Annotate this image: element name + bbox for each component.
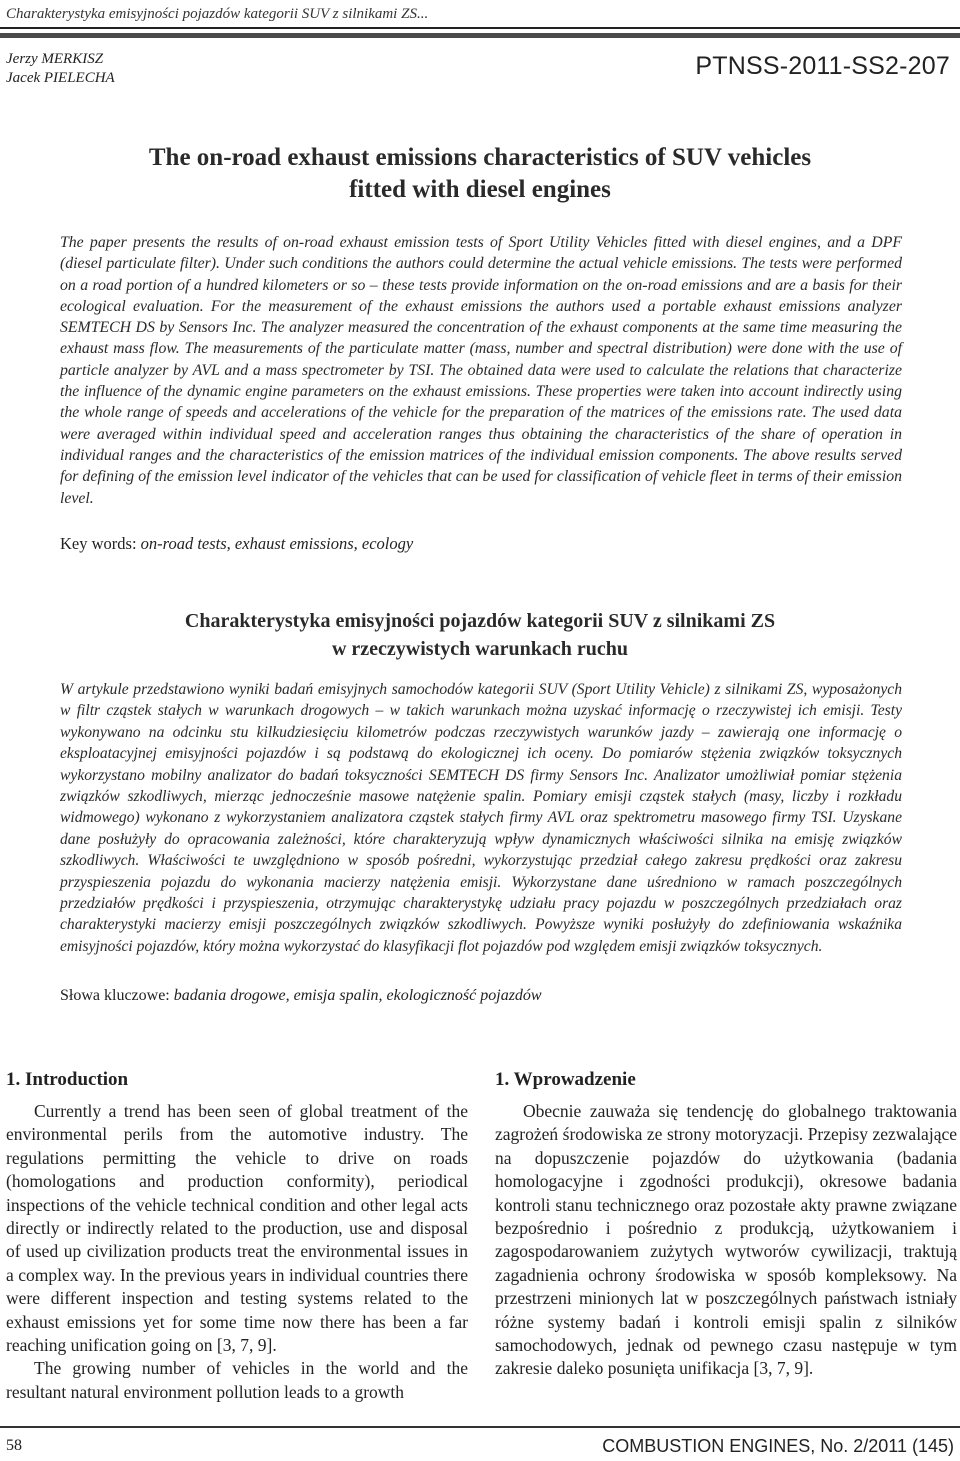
body-paragraph: Currently a trend has been seen of global treatment of the environmental perils from the automotive industry. The regulations permitting the vehicle to drive on roads (homologations and production conformity), periodical inspections of the vehicle technical condition and other legal acts directly or indirectly related to the production, use and disposal of used up civilization products treat the environmental issues in a complex way. In the previous years in individual countries there were different inspection and testing systems related to the exhaust emissions yet for some time now there has been a far reaching unification going on [3, 7, 9].: [6, 1101, 468, 1356]
author-name: Jacek PIELECHA: [6, 70, 115, 86]
keywords-label: Słowa kluczowe:: [60, 987, 170, 1004]
page-number: 58: [6, 1437, 22, 1454]
polish-abstract: W artykule przedstawiono wyniki badań emisyjnych samochodów kategorii SUV (Sport Utility Vehicle) z silnikami ZS, wyposażonych w filtr cząstek stałych w warunkach drogowych – w takich warunkach można uzyskać informację o rzeczywistej ich emisji. Testy wykonywano na odcinku stu kilkudziesięciu kilometrów podczas rzeczywistych warunków jazdy – zawierają one informację o eksploatacyjnej emisyjności pojazdów i są podstawą do ekologicznej ich oceny. Do pomiarów stężenia związków toksycznych wykorzystano mobilny analizator do badań toksyczności SEMTECH DS firmy Sensors Inc. Analizator umożliwiał pomiar stężenia związków szkodliwych, mierząc jednocześnie masowe natężenie spalin. Pomiary emisji cząstek stałych (masy, liczby i rozkładu widmowego) wykonano z wykorzystaniem analizatora cząstek stałych firmy AVL oraz spektrometru masowego firmy TSI. Uzyskane dane posłużyły do opracowania zależności, które charakteryzują wpływ dynamicznych właściwości silnika na emisję związków szkodliwych. Właściwości te uwzględniono w sposób pośredni, wykorzystując przedział całego zakresu prędkości oraz zakresu przyspieszenia pojazdu do wykonania macierzy natężenia emisji. Wykorzystane dane uśredniono w ramach poszczególnych przedziałów prędkości i przyspieszenia, otrzymując charakterystykę udziału pracy pojazdu w poszczególnych przedziałach oraz charakterystyki macierzy emisji poszczególnych związków szkodliwych. Powyższe wyniki posłużyły do zdefiniowania wskaźnika emisyjności pojazdów, który można wykorzystać do klasyfikacji flot pojazdów pod względem emisji związków toksycznych.: [60, 681, 902, 955]
keywords-value: badania drogowe, emisja spalin, ekologiczność pojazdów: [173, 987, 542, 1004]
body-paragraph: Obecnie zauważa się tendencję do globalnego traktowania zagrożeń środowiska ze strony motoryzacji. Przepisy zezwalające na dopuszczenie pojazdów do użytkowania (badania homologacyjne i zgodności produkcji), okresowe badania kontroli stanu technicznego oraz pozostałe akty prawne związane bezpośrednio i pośrednio z produkcją, użytkowaniem i zagospodarowaniem zużytych wytworów cywilizacji, traktują zagadnienia ochrony środowiska w sposób kompleksowy. Na przestrzeni minionych lat w poszczególnych państwach istniały różne systemy badań i kontroli emisji spalin z silników samochodowych, jednak od pewnego czasu następuje w tym zakresie daleko posunięta unifikacja [3, 7, 9].: [495, 1101, 957, 1379]
polish-column: [495, 1068, 957, 1381]
english-title-line: fitted with diesel engines: [349, 176, 611, 203]
running-head: Charakterystyka emisyjności pojazdów kategorii SUV z silnikami ZS...: [6, 6, 429, 22]
journal-reference: COMBUSTION ENGINES, No. 2/2011 (145): [602, 1436, 954, 1456]
footer-rule: [0, 1426, 960, 1428]
body-paragraph: The growing number of vehicles in the world and the resultant natural environment pollution leads to a growth: [6, 1358, 468, 1402]
author-name: Jerzy MERKISZ: [6, 51, 104, 67]
english-title-line: The on-road exhaust emissions characteristics of SUV vehicles: [148, 144, 812, 171]
english-column: [6, 1068, 468, 1404]
author-list: [6, 50, 115, 88]
polish-title-line: Charakterystyka emisyjności pojazdów kategorii SUV z silnikami ZS: [184, 610, 776, 632]
polish-keywords: [60, 985, 902, 1007]
keywords-value: on-road tests, exhaust emissions, ecology: [140, 534, 414, 553]
english-abstract: The paper presents the results of on-road exhaust emission tests of Sport Utility Vehicles fitted with diesel engines, and a DPF (diesel particulate filter). Under such conditions the authors could determine the actual vehicle emissions. The tests were performed on a road portion of a hundred kilometers or so – these tests provide information on the on-road emissions and are a basis for their ecological evaluation. For the measurement of the exhaust emissions the authors used a portable exhaust emissions analyzer SEMTECH DS by Sensors Inc. The analyzer measured the concentration of the exhaust components at the same time measuring the exhaust mass flow. The measurements of the particulate matter (mass, number and spectral distribution) were done with the use of particle analyzer by AVL and a mass spectrometer by TSI. The obtained data were used to calculate the relations that characterize the influence of the dynamic engine parameters on the exhaust emissions. These properties were taken into account indirectly using the whole range of speeds and accelerations of the vehicle for the preparation of the matrices of the emissions rate. The used data were averaged within individual speed and acceleration ranges thus obtaining the characteristics of the share of operation in individual ranges and the characteristics of the emission matrices of the individual emission components. The above results served for defining of the emission level indicator of the vehicles that can be used for classification of vehicle fleet in terms of their emission level.: [60, 234, 902, 507]
english-title: [0, 142, 960, 206]
polish-title-line: w rzeczywistych warunkach ruchu: [331, 638, 629, 660]
english-keywords: [60, 533, 902, 555]
header-rule-thin: [0, 27, 960, 29]
polish-title: [0, 607, 960, 663]
paper-id: PTNSS-2011-SS2-207: [695, 52, 950, 80]
header-rule-thick: [0, 33, 960, 38]
keywords-label: Key words:: [60, 534, 137, 553]
section-heading: 1. Introduction: [6, 1069, 129, 1090]
section-heading: 1. Wprowadzenie: [495, 1069, 636, 1090]
